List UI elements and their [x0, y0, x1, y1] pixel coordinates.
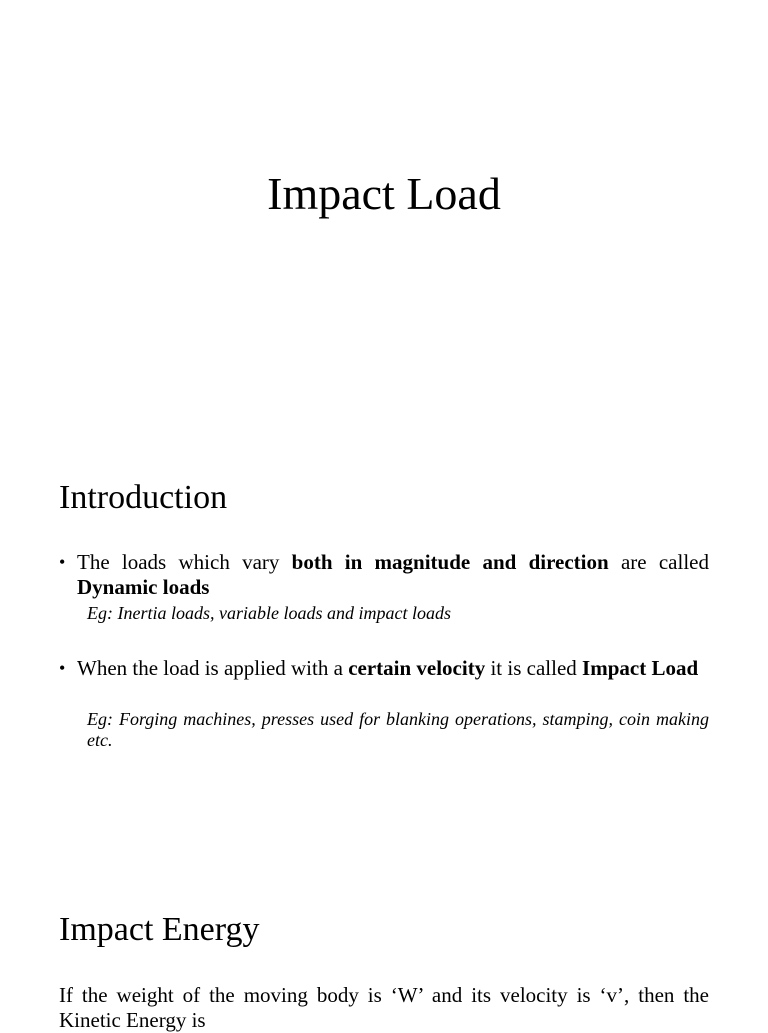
example-dynamic-loads: Eg: Inertia loads, variable loads and impact loads: [87, 603, 451, 623]
bullet-bold-term: Dynamic loads: [77, 575, 210, 599]
impact-energy-paragraph: If the weight of the moving body is ‘W’ and its velocity is ‘v’, then the Kinetic Energy is: [59, 983, 709, 1032]
bullet-marker: •: [59, 658, 66, 678]
bullet-bold-term: Impact Load: [582, 656, 699, 680]
bullet-bold-phrase: certain velocity: [348, 656, 486, 680]
bullet-impact-load: [59, 656, 709, 681]
bullet-text-part: The loads which vary: [77, 550, 292, 574]
bullet-text-part: When the load is applied with a: [77, 656, 349, 680]
impact-energy-heading: Impact Energy: [59, 911, 260, 948]
example-impact-load: Eg: Forging machines, presses used for blanking operations, stamping, coin making etc.: [87, 709, 709, 750]
slide-title: Impact Load: [267, 168, 501, 219]
bullet-text-part: are called: [608, 550, 709, 574]
bullet-text: [77, 656, 709, 681]
introduction-heading: Introduction: [59, 479, 228, 516]
bullet-text-part: it is called: [485, 656, 583, 680]
bullet-dynamic-loads: [59, 550, 709, 600]
bullet-text: [77, 550, 709, 600]
bullet-bold-phrase: both in magnitude and direction: [291, 550, 609, 574]
bullet-marker: •: [59, 552, 66, 572]
